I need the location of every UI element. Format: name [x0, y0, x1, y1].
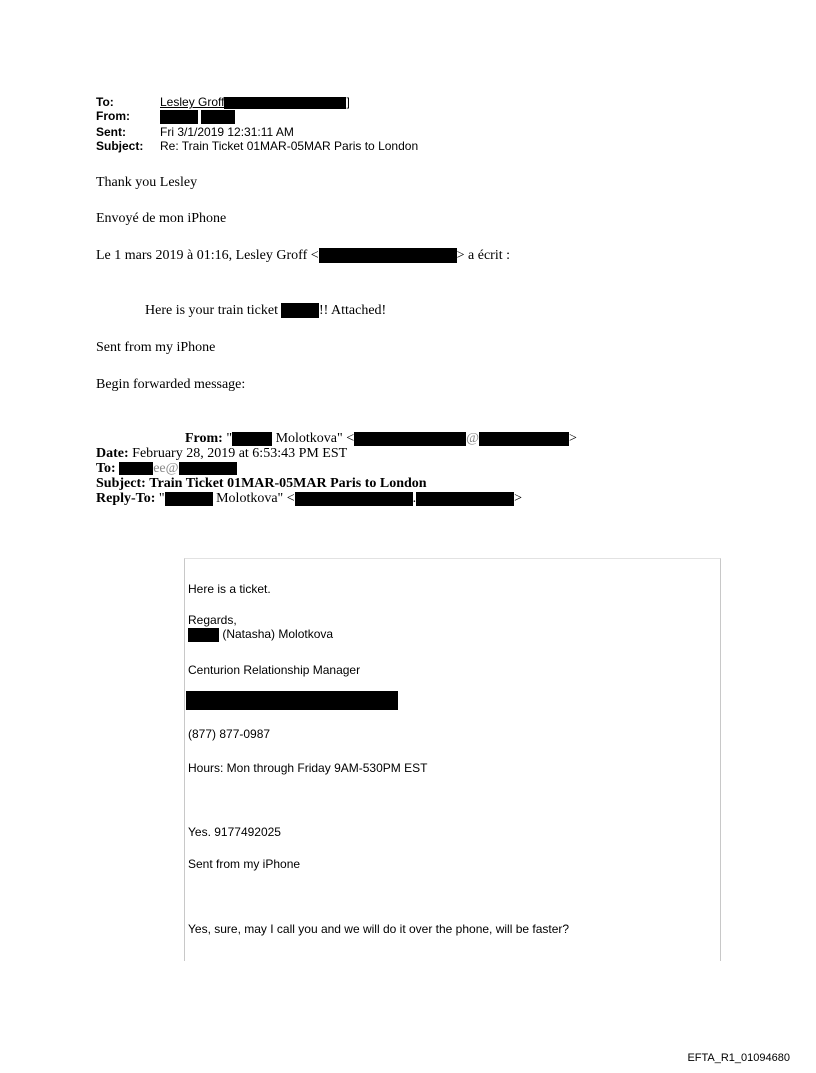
quote-intro	[96, 248, 510, 264]
fwd-from-at: @	[466, 431, 480, 446]
from-label: From:	[96, 109, 130, 123]
redaction	[186, 691, 398, 710]
fwd-subject-label: Subject:	[96, 476, 146, 491]
to-label: To:	[96, 95, 114, 109]
redaction	[319, 248, 457, 263]
redaction	[119, 462, 153, 475]
fwd-subject-value: Train Ticket 01MAR-05MAR Paris to London	[149, 476, 427, 491]
to-value: Lesley Groff	[160, 95, 225, 109]
redaction	[295, 492, 413, 506]
sent-from-line: Sent from my iPhone	[96, 340, 216, 355]
fwd-date	[96, 446, 347, 461]
quoted-name-line	[188, 627, 333, 642]
redaction	[165, 492, 213, 506]
fwd-replyto-dot: .	[412, 491, 417, 506]
redaction	[188, 628, 219, 642]
header-from	[96, 109, 235, 124]
fwd-to	[96, 461, 237, 476]
fwd-from-label: From:	[185, 431, 223, 446]
redaction	[232, 432, 272, 446]
quoted-sent-from: Sent from my iPhone	[188, 857, 301, 871]
redaction	[416, 492, 514, 506]
header-sent	[96, 125, 294, 139]
reply-line-1: Thank you Lesley	[96, 175, 198, 190]
reply-line-2: Envoyé de mon iPhone	[96, 211, 227, 226]
sent-value: Fri 3/1/2019 12:31:11 AM	[160, 125, 294, 139]
ticket-line	[145, 303, 386, 319]
fwd-replyto-label: Reply-To:	[96, 491, 156, 506]
quoted-message-box	[184, 558, 721, 961]
fwd-to-label: To:	[96, 461, 116, 476]
redaction	[224, 97, 346, 109]
ticket-a: Here is your train ticket	[145, 303, 278, 318]
to-bracket: ]	[346, 95, 350, 109]
subject-value: Re: Train Ticket 01MAR-05MAR Paris to London	[160, 139, 419, 153]
redaction	[160, 110, 198, 124]
fwd-date-value: February 28, 2019 at 6:53:43 PM EST	[132, 446, 348, 461]
redaction	[354, 432, 466, 446]
redaction	[201, 110, 235, 124]
header-to	[96, 95, 350, 109]
fwd-replyto-a: "	[158, 491, 165, 506]
fwd-replyto-b: Molotkova" <	[216, 491, 295, 506]
sent-label: Sent:	[96, 125, 126, 139]
fwd-from-b: Molotkova" <	[275, 431, 355, 446]
quoted-question: Yes, sure, may I call you and we will do it over the phone, will be faster?	[188, 922, 570, 936]
fwd-to-value: ee@	[153, 461, 179, 476]
quoted-hours: Hours: Mon through Friday 9AM-530PM EST	[188, 761, 428, 775]
fwd-replyto	[96, 491, 522, 506]
fwd-subject	[96, 476, 427, 491]
quoted-line-1: Here is a ticket.	[188, 582, 271, 596]
quote-intro-b: > a écrit :	[456, 248, 511, 263]
quoted-yes: Yes. 9177492025	[188, 825, 281, 839]
fwd-from	[185, 431, 577, 446]
fwd-date-label: Date:	[96, 446, 129, 461]
quote-intro-a: Le 1 mars 2019 à 01:16, Lesley Groff <	[96, 248, 319, 263]
subject-label: Subject:	[96, 139, 144, 153]
ticket-b: !! Attached!	[318, 303, 387, 318]
quoted-phone: (877) 877-0987	[188, 727, 271, 741]
redaction	[281, 303, 319, 318]
quoted-title: Centurion Relationship Manager	[188, 663, 361, 677]
quoted-regards: Regards,	[188, 613, 237, 627]
quoted-name: (Natasha) Molotkova	[222, 627, 334, 641]
fwd-replyto-end: >	[514, 491, 523, 506]
header-subject	[96, 139, 418, 153]
redaction	[479, 432, 569, 446]
fwd-from-end: >	[569, 431, 577, 446]
begin-forwarded: Begin forwarded message:	[96, 377, 246, 392]
redaction	[179, 462, 237, 475]
document-id: EFTA_R1_01094680	[687, 1052, 790, 1064]
fwd-from-a: "	[226, 431, 233, 446]
